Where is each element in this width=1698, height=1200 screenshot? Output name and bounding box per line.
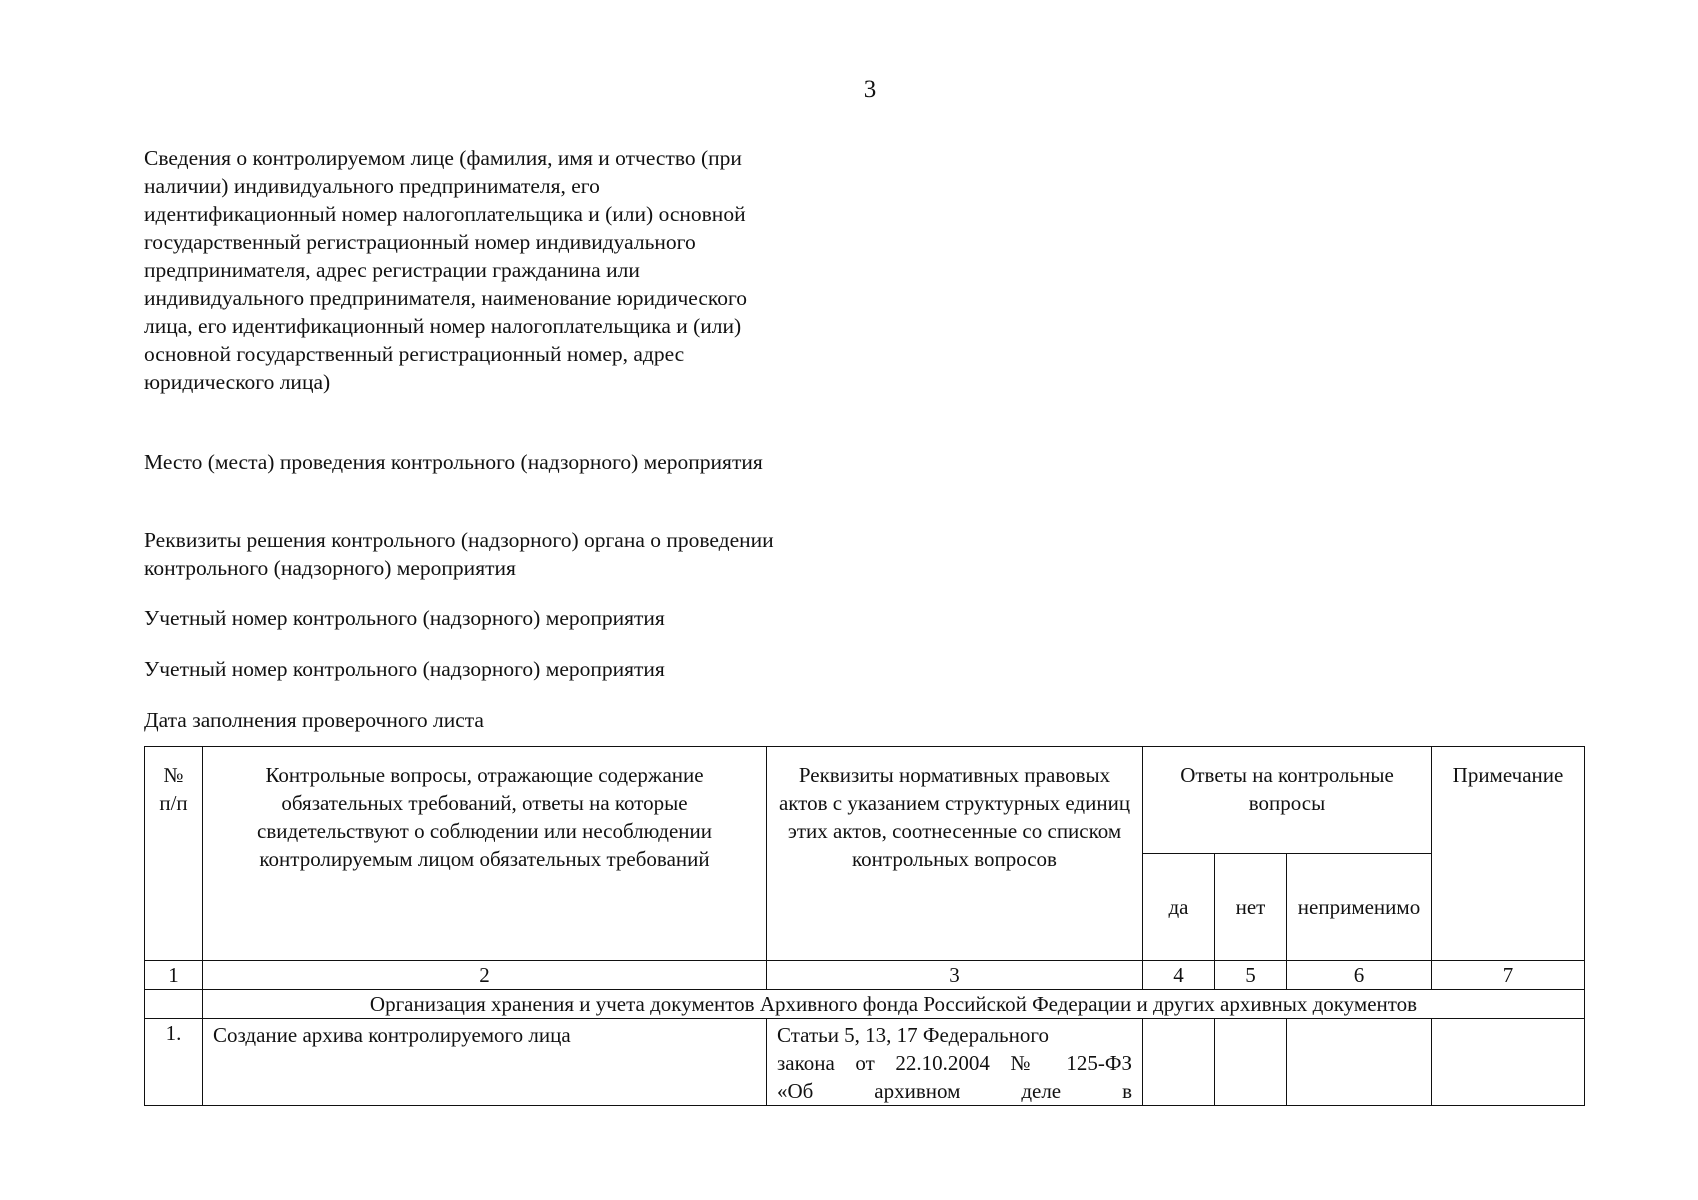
column-number: 5 bbox=[1215, 961, 1287, 990]
requisites-line: «Об архивном деле в bbox=[777, 1079, 1132, 1103]
answer-yes-cell[interactable] bbox=[1143, 1019, 1215, 1106]
column-number: 6 bbox=[1287, 961, 1432, 990]
section-empty-cell bbox=[145, 990, 203, 1019]
answer-not-applicable-cell[interactable] bbox=[1287, 1019, 1432, 1106]
header-no: нет bbox=[1215, 854, 1287, 961]
controlled-person-field: Сведения о контролируемом лице (фамилия, имя и отчество (при наличии) индивидуального предпринимателя, его идентификационный номер налогоплательщика и (или) основной государственный регистрационный номер индивидуального предпринимателя, адрес регистрации гражданина или индивидуального предпринимателя, наименование юридического лица, его идентификационный номер налогоплательщика и (или) основной государственный регистрационный номер, адрес юридического лица) bbox=[144, 146, 748, 394]
note-cell[interactable] bbox=[1432, 1019, 1585, 1106]
row-requisites bbox=[767, 1019, 1143, 1106]
header-note: Примечание bbox=[1432, 747, 1585, 961]
column-number: 2 bbox=[203, 961, 767, 990]
column-number: 3 bbox=[767, 961, 1143, 990]
requisites-line: Статьи 5, 13, 17 Федерального bbox=[777, 1023, 1049, 1047]
header-answers: Ответы на контрольные вопросы bbox=[1143, 747, 1432, 854]
header-requisites: Реквизиты нормативных правовых актов с указанием структурных единиц этих актов, соотнесенные со списком контрольных вопросов bbox=[767, 747, 1143, 961]
checklist-table bbox=[144, 746, 1585, 1106]
fill-date-field: Дата заполнения проверочного листа bbox=[144, 708, 484, 732]
column-number: 4 bbox=[1143, 961, 1215, 990]
column-number: 7 bbox=[1432, 961, 1585, 990]
header-yes: да bbox=[1143, 854, 1215, 961]
header-questions: Контрольные вопросы, отражающие содержание обязательных требований, ответы на которые свидетельствуют о соблюдении или несоблюдении контролируемым лицом обязательных требований bbox=[203, 747, 767, 961]
place-field: Место (места) проведения контрольного (надзорного) мероприятия bbox=[144, 450, 763, 474]
header-not-applicable: неприменимо bbox=[1287, 854, 1432, 961]
table-row bbox=[145, 1019, 1585, 1106]
column-numbers-row bbox=[145, 961, 1585, 990]
registration-number-field-repeat: Учетный номер контрольного (надзорного) мероприятия bbox=[144, 657, 665, 681]
column-number: 1 bbox=[145, 961, 203, 990]
header-row bbox=[145, 747, 1585, 854]
header-num: № п/п bbox=[145, 747, 203, 961]
registration-number-field: Учетный номер контрольного (надзорного) мероприятия bbox=[144, 606, 665, 630]
row-question: Создание архива контролируемого лица bbox=[203, 1019, 767, 1106]
page-number: 3 bbox=[863, 76, 877, 103]
decision-details-field: Реквизиты решения контрольного (надзорного) органа о проведении контрольного (надзорного) мероприятия bbox=[144, 528, 774, 580]
row-number: 1. bbox=[145, 1019, 203, 1106]
section-row bbox=[145, 990, 1585, 1019]
section-title: Организация хранения и учета документов Архивного фонда Российской Федерации и других архивных документов bbox=[203, 990, 1585, 1019]
requisites-line: закона от 22.10.2004 № 125-ФЗ bbox=[777, 1051, 1132, 1075]
answer-no-cell[interactable] bbox=[1215, 1019, 1287, 1106]
